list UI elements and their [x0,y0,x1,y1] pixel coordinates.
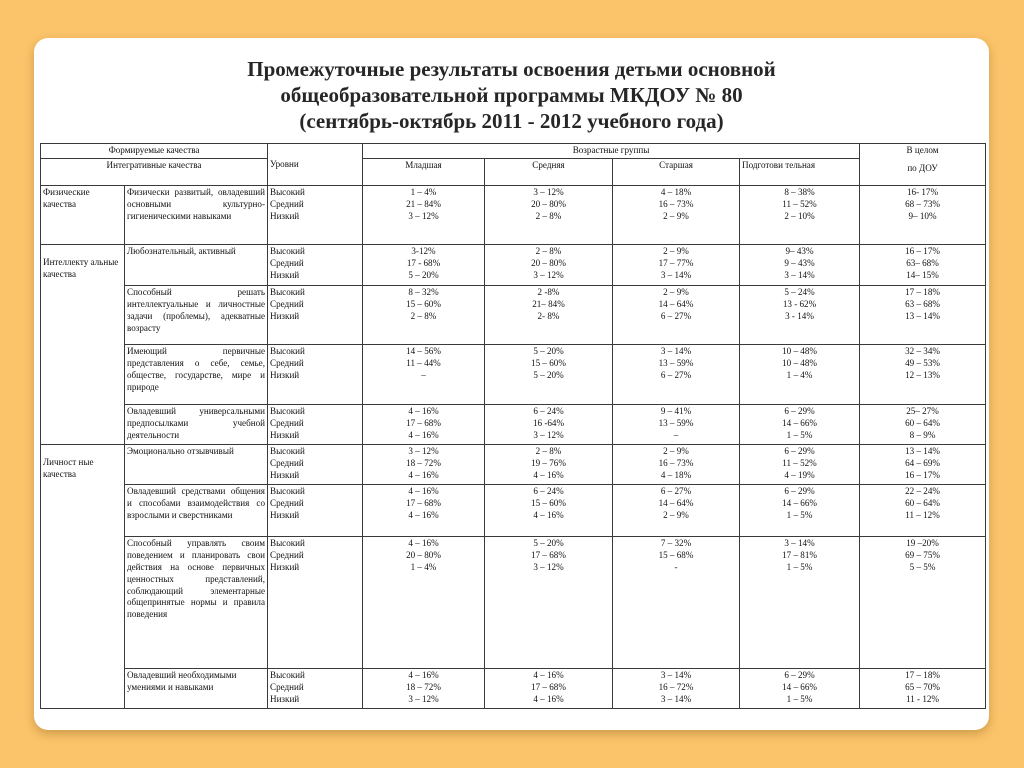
levels-cell: Высокий Средний Низкий [268,404,363,444]
junior-cell: 4 – 16% 17 – 68% 4 – 16% [363,484,485,536]
table-row [41,404,986,444]
header-age-groups: Возрастные группы [363,144,860,159]
prep-cell: 3 – 14% 17 – 81% 1 – 5% [740,536,860,668]
junior-cell: 1 – 4% 21 – 84% 3 – 12% [363,185,485,244]
overall-cell: 16 – 17% 63– 68% 14– 15% [860,244,986,285]
quality-cell: Любознательный, активный [125,244,268,285]
title-line-1: Промежуточные результаты освоения детьми основной [247,57,776,81]
title-line-2: общеобразовательной программы МКДОУ № 80 [280,83,743,107]
quality-cell: Овладевший универсальными предпосылками учебной деятельности [125,404,268,444]
prep-cell: 6 – 29% 14 – 66% 1 – 5% [740,484,860,536]
results-table [40,143,986,709]
levels-cell: Высокий Средний Низкий [268,185,363,244]
overall-cell: 17 – 18% 65 – 70% 11 - 12% [860,668,986,708]
prep-cell: 6 – 29% 14 – 66% 1 – 5% [740,668,860,708]
levels-cell: Высокий Средний Низкий [268,285,363,344]
slide [34,38,989,730]
middle-cell: 6 – 24% 16 -64% 3 – 12% [485,404,613,444]
table-row [41,285,986,344]
overall-cell: 25– 27% 60 – 64% 8 – 9% [860,404,986,444]
quality-cell: Овладевший необходимыми умениями и навыками [125,668,268,708]
category-physical: Физические качества [41,185,125,244]
junior-cell: 3 – 12% 18 – 72% 4 – 16% [363,444,485,484]
middle-cell: 2 – 8% 20 – 80% 3 – 12% [485,244,613,285]
junior-cell: 4 – 16% 17 – 68% 4 – 16% [363,404,485,444]
levels-cell: Высокий Средний Низкий [268,444,363,484]
header-overall-line1: В целом [906,145,939,155]
levels-cell: Высокий Средний Низкий [268,484,363,536]
middle-cell: 2 -8% 21– 84% 2- 8% [485,285,613,344]
senior-cell: 3 – 14% 16 – 72% 3 – 14% [613,668,740,708]
levels-cell: Высокий Средний Низкий [268,344,363,404]
header-middle: Средняя [485,158,613,185]
table-row [41,668,986,708]
prep-cell: 6 – 29% 14 – 66% 1 – 5% [740,404,860,444]
junior-cell: 4 – 16% 20 – 80% 1 – 4% [363,536,485,668]
quality-cell: Способный решать интеллектуальные и личностные задачи (проблемы), адекватные возрасту [125,285,268,344]
category-intellectual: Интеллекту альные качества [41,244,125,444]
junior-cell: 8 – 32% 15 – 60% 2 – 8% [363,285,485,344]
junior-cell: 3-12% 17 - 68% 5 – 20% [363,244,485,285]
levels-cell: Высокий Средний Низкий [268,244,363,285]
table-row [41,536,986,668]
prep-cell: 6 – 29% 11 – 52% 4 – 19% [740,444,860,484]
table-row [41,344,986,404]
senior-cell: 3 – 14% 13 – 59% 6 – 27% [613,344,740,404]
overall-cell: 17 – 18% 63 – 68% 13 – 14% [860,285,986,344]
prep-cell: 9– 43% 9 – 43% 3 – 14% [740,244,860,285]
header-levels: Уровни [268,144,363,186]
header-formed-qualities: Формируемые качества [41,144,268,159]
header-integrative: Интегративные качества [41,158,268,185]
levels-cell: Высокий Средний Низкий [268,536,363,668]
quality-cell: Эмоционально отзывчивый [125,444,268,484]
prep-cell: 5 – 24% 13 - 62% 3 - 14% [740,285,860,344]
overall-cell: 32 – 34% 49 – 53% 12 – 13% [860,344,986,404]
senior-cell: 2 – 9% 16 – 73% 4 – 18% [613,444,740,484]
table-row [41,185,986,244]
header-senior: Старшая [613,158,740,185]
header-overall [860,144,986,186]
senior-cell: 2 – 9% 17 – 77% 3 – 14% [613,244,740,285]
senior-cell: 4 – 18% 16 – 73% 2 – 9% [613,185,740,244]
table-row [41,484,986,536]
overall-cell: 22 – 24% 60 – 64% 11 – 12% [860,484,986,536]
middle-cell: 4 – 16% 17 – 68% 4 – 16% [485,668,613,708]
overall-cell: 13 – 14% 64 – 69% 16 – 17% [860,444,986,484]
middle-cell: 3 – 12% 20 – 80% 2 – 8% [485,185,613,244]
senior-cell: 2 – 9% 14 – 64% 6 – 27% [613,285,740,344]
middle-cell: 5 – 20% 15 – 60% 5 – 20% [485,344,613,404]
middle-cell: 6 – 24% 15 – 60% 4 – 16% [485,484,613,536]
junior-cell: 4 – 16% 18 – 72% 3 – 12% [363,668,485,708]
senior-cell: 9 – 41% 13 – 59% – [613,404,740,444]
senior-cell: 7 – 32% 15 – 68% - [613,536,740,668]
junior-cell: 14 – 56% 11 – 44% – [363,344,485,404]
page-title [34,56,989,134]
quality-cell: Имеющий первичные представления о себе, семье, обществе, государстве, мире и природе [125,344,268,404]
title-line-3: (сентябрь-октябрь 2011 - 2012 учебного года) [299,109,724,133]
levels-cell: Высокий Средний Низкий [268,668,363,708]
overall-cell: 16- 17% 68 – 73% 9– 10% [860,185,986,244]
category-personal: Личност ные качества [41,444,125,708]
header-overall-line2: по ДОУ [907,162,938,173]
middle-cell: 5 – 20% 17 – 68% 3 – 12% [485,536,613,668]
quality-cell: Физически развитый, овладевший основными культурно-гигиеническими навыками [125,185,268,244]
table-row [41,444,986,484]
middle-cell: 2 – 8% 19 – 76% 4 – 16% [485,444,613,484]
quality-cell: Овладевший средствами общения и способами взаимодействия со взрослыми и сверстниками [125,484,268,536]
prep-cell: 8 – 38% 11 – 52% 2 – 10% [740,185,860,244]
header-junior: Младшая [363,158,485,185]
header-prep: Подготови тельная [740,158,860,185]
senior-cell: 6 – 27% 14 – 64% 2 – 9% [613,484,740,536]
table-row [41,244,986,285]
quality-cell: Способный управлять своим поведением и планировать свои действия на основе первичных ценностных представлений, соблюдающий элементарные общепринятые нормы и правила поведения [125,536,268,668]
prep-cell: 10 – 48% 10 – 48% 1 – 4% [740,344,860,404]
overall-cell: 19 –20% 69 – 75% 5 – 5% [860,536,986,668]
